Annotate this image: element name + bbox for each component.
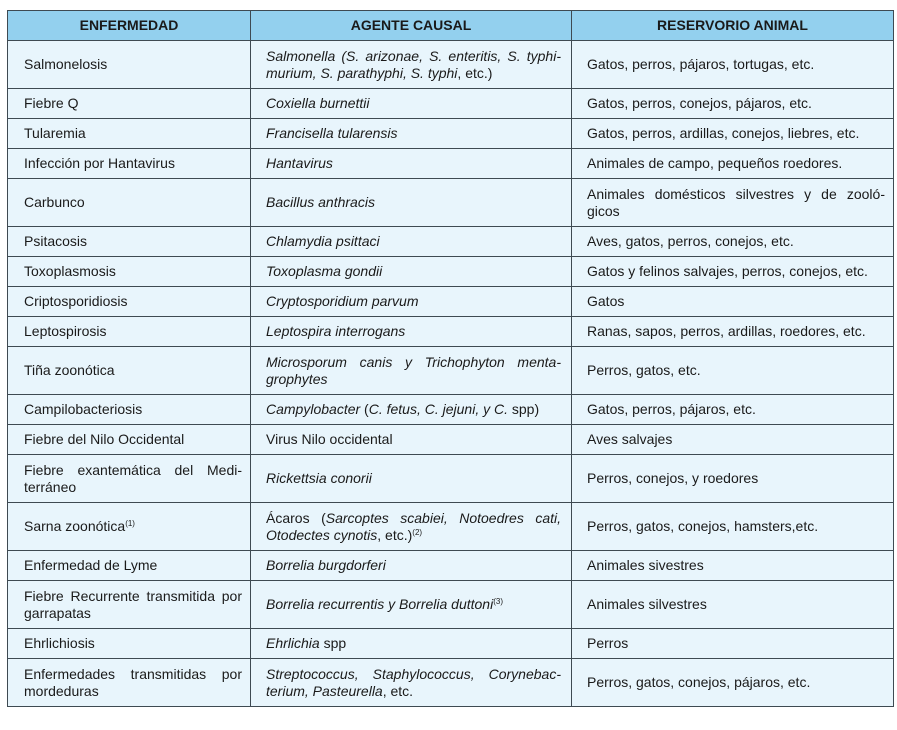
footnote-marker: (1): [125, 519, 135, 528]
agent-cell: [251, 257, 572, 287]
reservoir-text: Perros: [587, 635, 629, 651]
reservoir-text: Perros, gatos, etc.: [587, 362, 701, 378]
agent-text-segment: Sarcoptes scabiei, Notoedres cati, Otodectes cynotis: [266, 509, 561, 543]
disease-name: Tiña zoonótica: [24, 362, 115, 378]
disease-name: Criptosporidiosis: [24, 293, 128, 309]
disease-name: Fiebre Recurrente transmitida por garrapatas: [24, 587, 242, 621]
reservoir-text: Animales silvestres: [587, 596, 707, 612]
disease-name: Fiebre exantemática del Medi- terráneo: [24, 461, 242, 495]
agent-text-segment: Borrelia burgdorferi: [266, 557, 386, 573]
table-row: [8, 629, 894, 659]
disease-cell: [8, 257, 251, 287]
disease-cell: [8, 287, 251, 317]
footnote-marker: (2): [412, 527, 423, 537]
disease-cell: [8, 227, 251, 257]
agent-cell: [251, 227, 572, 257]
agent-cell: [251, 551, 572, 581]
reservoir-text: Animales domésticos silvestres y de zooló- gicos: [587, 185, 885, 219]
reservoir-cell: [572, 629, 894, 659]
agent-text-segment: spp): [508, 401, 540, 417]
agent-text-segment: Salmonella (S. arizonae, S. enteritis, S. typhi- murium, S. parathyphi, S. typhi: [266, 47, 561, 81]
disease-name: Toxoplasmosis: [24, 263, 116, 279]
reservoir-cell: [572, 257, 894, 287]
agent-cell: [251, 455, 572, 503]
table-body: [8, 41, 894, 707]
header-reservorio-animal: RESERVORIO ANIMAL: [572, 11, 894, 41]
agent-cell: [251, 629, 572, 659]
disease-cell: [8, 347, 251, 395]
reservoir-text: Perros, conejos, y roedores: [587, 470, 759, 486]
agent-text-segment: Leptospira interrogans: [266, 323, 406, 339]
disease-name: Salmonelosis: [24, 56, 108, 72]
agent-cell: [251, 659, 572, 707]
reservoir-text: Aves salvajes: [587, 431, 673, 447]
agent-cell: [251, 89, 572, 119]
reservoir-text: Ranas, sapos, perros, ardillas, roedores, etc.: [587, 323, 866, 339]
reservoir-text: Animales sivestres: [587, 557, 704, 573]
reservoir-cell: [572, 659, 894, 707]
agent-text-segment: spp: [319, 635, 347, 651]
reservoir-cell: [572, 317, 894, 347]
table-header: [8, 11, 894, 41]
reservoir-text: Aves, gatos, perros, conejos, etc.: [587, 233, 794, 249]
disease-cell: [8, 41, 251, 89]
disease-name: Ehrlichiosis: [24, 635, 95, 651]
reservoir-text: Perros, gatos, conejos, hamsters,etc.: [587, 518, 819, 534]
agent-text-segment: Coxiella burnettii: [266, 95, 370, 111]
agent-cell: [251, 119, 572, 149]
reservoir-cell: [572, 287, 894, 317]
reservoir-cell: [572, 89, 894, 119]
agent-text-segment: Streptococcus, Staphylococcus, Corynebac- terium, Pasteurella: [266, 665, 561, 699]
agent-cell: [251, 581, 572, 629]
agent-cell: [251, 425, 572, 455]
agent-cell: [251, 503, 572, 551]
disease-name: Psitacosis: [24, 233, 88, 249]
disease-name: Infección por Hantavirus: [24, 155, 175, 171]
agent-text-segment: Campylobacter: [266, 401, 361, 417]
disease-cell: [8, 455, 251, 503]
table-row: [8, 317, 894, 347]
agent-text-segment: Toxoplasma gondii: [266, 263, 383, 279]
reservoir-text: Perros, gatos, conejos, pájaros, etc.: [587, 674, 811, 690]
disease-name: Sarna zoonótica: [24, 518, 126, 534]
disease-cell: [8, 551, 251, 581]
agent-cell: [251, 149, 572, 179]
reservoir-cell: [572, 395, 894, 425]
agent-cell: [251, 395, 572, 425]
agent-cell: [251, 41, 572, 89]
agent-cell: [251, 347, 572, 395]
table-row: [8, 347, 894, 395]
agent-text-segment: Microsporum canis y Trichophyton menta- grophytes: [266, 353, 561, 387]
disease-cell: [8, 395, 251, 425]
agent-cell: [251, 287, 572, 317]
table-row: [8, 395, 894, 425]
reservoir-text: Gatos, perros, conejos, pájaros, etc.: [587, 95, 812, 111]
agent-text-segment: Borrelia recurrentis y Borrelia duttoni: [266, 596, 494, 612]
reservoir-cell: [572, 227, 894, 257]
disease-name: Campilobacteriosis: [24, 401, 143, 417]
reservoir-text: Gatos: [587, 293, 625, 309]
table-row: [8, 287, 894, 317]
disease-name: Enfermedades transmitidas por mordeduras: [24, 665, 242, 699]
reservoir-text: Gatos, perros, pájaros, tortugas, etc.: [587, 56, 815, 72]
agent-text-segment: Ehrlichia: [266, 635, 320, 651]
agent-text-segment: Virus Nilo occidental: [266, 431, 393, 447]
agent-text-segment: , etc.): [377, 526, 413, 543]
disease-cell: [8, 119, 251, 149]
reservoir-cell: [572, 149, 894, 179]
table-row: [8, 41, 894, 89]
reservoir-text: Animales de campo, pequeños roedores.: [587, 155, 843, 171]
disease-cell: [8, 425, 251, 455]
disease-name: Carbunco: [24, 194, 85, 210]
agent-text-segment: Rickettsia conorii: [266, 470, 372, 486]
reservoir-cell: [572, 41, 894, 89]
footnote-marker: (3): [493, 597, 503, 606]
disease-cell: [8, 659, 251, 707]
agent-text-segment: C. fetus, C. jejuni, y C.: [368, 401, 508, 417]
disease-cell: [8, 89, 251, 119]
agent-text-segment: Bacillus anthracis: [266, 194, 375, 210]
table-row: [8, 149, 894, 179]
agent-text-segment: Cryptosporidium parvum: [266, 293, 419, 309]
reservoir-cell: [572, 119, 894, 149]
header-row: [8, 11, 894, 41]
agent-text-segment: Francisella tularensis: [266, 125, 398, 141]
agent-text-segment: Hantavirus: [266, 155, 333, 171]
agent-cell: [251, 317, 572, 347]
table-row: [8, 551, 894, 581]
header-enfermedad: ENFERMEDAD: [8, 11, 251, 41]
disease-cell: [8, 629, 251, 659]
agent-text-segment: , etc.): [457, 64, 493, 81]
disease-name: Fiebre del Nilo Occidental: [24, 431, 185, 447]
agent-text-segment: , etc.: [382, 682, 414, 699]
reservoir-cell: [572, 347, 894, 395]
reservoir-cell: [572, 503, 894, 551]
disease-cell: [8, 317, 251, 347]
reservoir-text: Gatos, perros, pájaros, etc.: [587, 401, 756, 417]
reservoir-cell: [572, 551, 894, 581]
table-row: [8, 89, 894, 119]
disease-cell: [8, 503, 251, 551]
table-row: [8, 503, 894, 551]
table-row: [8, 257, 894, 287]
agent-text-segment: Ácaros (: [266, 509, 326, 526]
table-row: [8, 581, 894, 629]
disease-name: Fiebre Q: [24, 95, 79, 111]
table-row: [8, 425, 894, 455]
agent-cell: [251, 179, 572, 227]
table-row: [8, 119, 894, 149]
table-row: [8, 659, 894, 707]
disease-name: Enfermedad de Lyme: [24, 557, 158, 573]
table-row: [8, 179, 894, 227]
table-row: [8, 455, 894, 503]
header-agente-causal: AGENTE CAUSAL: [251, 11, 572, 41]
disease-name: Leptospirosis: [24, 323, 107, 339]
disease-name: Tularemia: [24, 125, 86, 141]
zoonosis-table: [7, 10, 894, 707]
agent-text-segment: (: [360, 401, 369, 417]
reservoir-cell: [572, 425, 894, 455]
reservoir-cell: [572, 581, 894, 629]
table-row: [8, 227, 894, 257]
reservoir-cell: [572, 179, 894, 227]
reservoir-text: Gatos y felinos salvajes, perros, conejos, etc.: [587, 263, 868, 279]
reservoir-text: Gatos, perros, ardillas, conejos, liebres, etc.: [587, 125, 860, 141]
disease-cell: [8, 149, 251, 179]
agent-text-segment: Chlamydia psittaci: [266, 233, 380, 249]
reservoir-cell: [572, 455, 894, 503]
disease-cell: [8, 581, 251, 629]
disease-cell: [8, 179, 251, 227]
